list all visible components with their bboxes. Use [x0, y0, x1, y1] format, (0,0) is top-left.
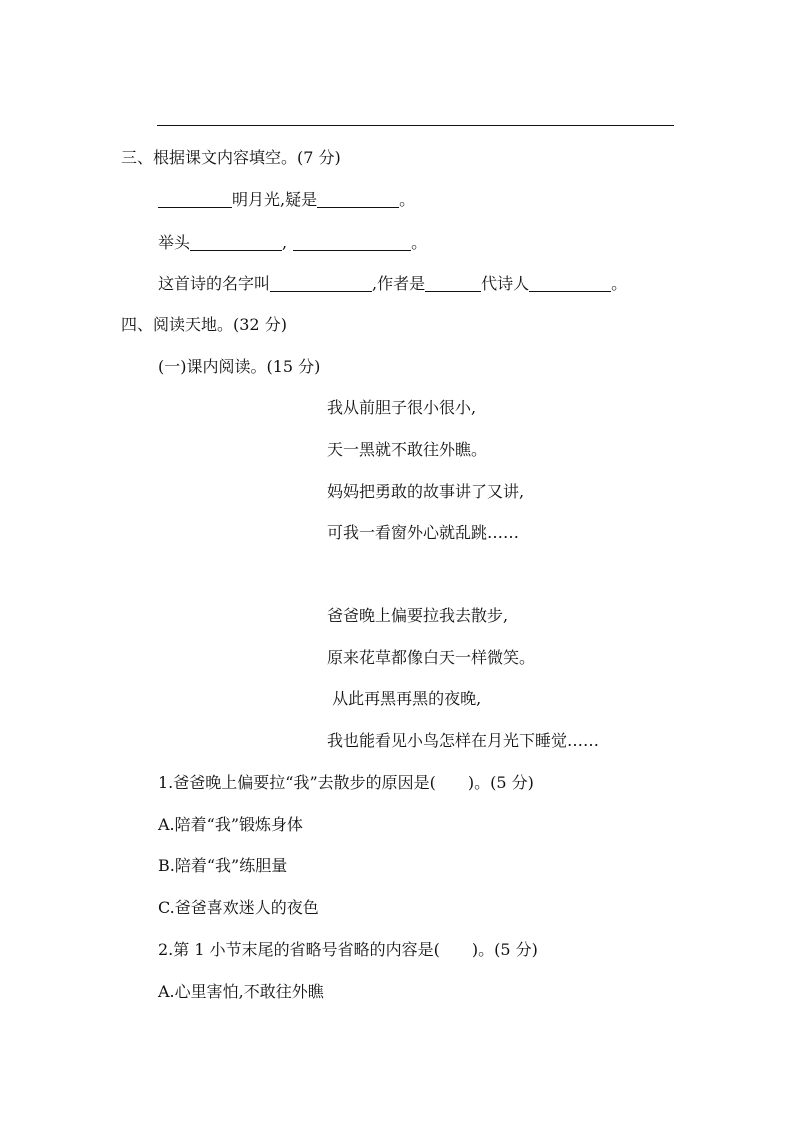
subsection-heading: (一)课内阅读。(15 分): [158, 357, 321, 376]
blank-3[interactable]: [190, 232, 282, 251]
poem-line: 可我一看窗外心就乱跳……: [327, 523, 520, 542]
blank-1[interactable]: [158, 189, 232, 208]
poem-line: 爸爸晚上偏要拉我去散步,: [327, 606, 509, 625]
poem-line: 天一黑就不敢往外瞧。: [327, 440, 488, 459]
blank-7[interactable]: [529, 273, 611, 292]
question-1-stem: 1.爸爸晚上偏要拉“我”去散步的原因是( )。(5 分): [158, 773, 534, 792]
fill-line-3-text-b: ,作者是: [372, 274, 426, 293]
question-1-option-b[interactable]: B.陪着“我”练胆量: [158, 856, 288, 875]
poem-line: 我也能看见小鸟怎样在月光下睡觉……: [327, 731, 600, 750]
blank-4[interactable]: [293, 232, 411, 251]
poem-line: 我从前胆子很小很小,: [327, 398, 477, 417]
fill-line-1-text-b: 。: [399, 190, 416, 209]
blank-5[interactable]: [270, 273, 372, 292]
question-1-option-c[interactable]: C.爸爸喜欢迷人的夜色: [158, 898, 319, 917]
section-4-heading: 四、阅读天地。(32 分): [121, 315, 287, 334]
fill-line-3-text-c: 代诗人: [481, 274, 530, 293]
fill-line-3-text-a: 这首诗的名字叫: [158, 274, 271, 293]
question-1-option-a[interactable]: A.陪着“我”锻炼身体: [158, 815, 304, 834]
fill-line-2-text-b: ,: [282, 233, 288, 252]
poem-line: 从此再黑再黑的夜晚,: [327, 689, 482, 708]
fill-line-2-text-a: 举头: [158, 233, 191, 252]
blank-6[interactable]: [425, 273, 481, 292]
blank-2[interactable]: [317, 189, 399, 208]
question-2-stem: 2.第 1 小节末尾的省略号省略的内容是( )。(5 分): [158, 940, 538, 959]
section-3-heading: 三、根据课文内容填空。(7 分): [121, 148, 341, 167]
fill-line-2: [158, 232, 427, 254]
fill-line-3-text-d: 。: [611, 274, 628, 293]
fill-line-2-text-c: 。: [411, 233, 428, 252]
question-2-option-a[interactable]: A.心里害怕,不敢往外瞧: [158, 982, 324, 1001]
top-answer-line: [157, 125, 674, 126]
fill-line-1-text-a: 明月光,疑是: [232, 190, 318, 209]
poem-line: 妈妈把勇敢的故事讲了又讲,: [327, 482, 525, 501]
poem-line: 原来花草都像白天一样微笑。: [327, 648, 536, 667]
fill-line-1: [158, 189, 415, 211]
fill-line-3: [158, 273, 627, 295]
